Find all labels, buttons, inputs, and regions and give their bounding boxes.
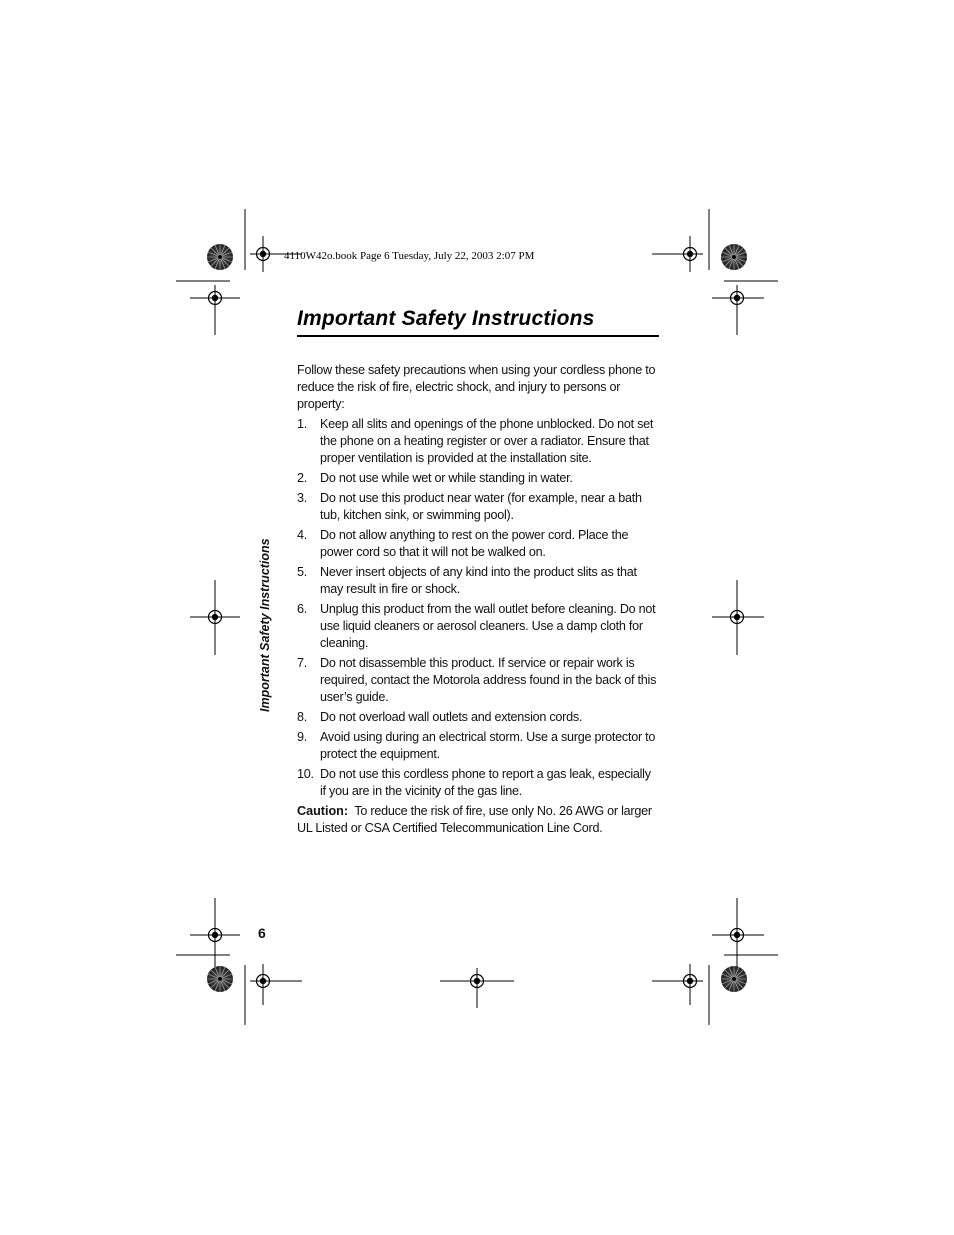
- list-item: 7. Do not disassemble this product. If service or repair work is required, contact the Motorola address found in the back of this user’s guide.: [297, 656, 657, 704]
- list-item: 5. Never insert objects of any kind into the product slits as that may result in fire or shock.: [297, 565, 637, 596]
- caution-note: [297, 803, 659, 837]
- print-slug: 4110W42o.book Page 6 Tuesday, July 22, 2003 2:07 PM: [284, 250, 535, 262]
- page-number: 6: [258, 925, 266, 941]
- list-item: 1. Keep all slits and openings of the phone unblocked. Do not set the phone on a heating register or over a radiator. Ensure that proper ventilation is provided at the installation site.: [297, 417, 654, 465]
- list-item: 2. Do not use while wet or while standing in water.: [297, 471, 573, 485]
- safety-instructions: [297, 362, 659, 840]
- list-item: 8. Do not overload wall outlets and extension cords.: [297, 710, 583, 724]
- list-item: 9. Avoid using during an electrical storm. Use a surge protector to protect the equipment.: [297, 730, 656, 761]
- list-item: 3. Do not use this product near water (for example, near a bath tub, kitchen sink, or swimming pool).: [297, 491, 642, 522]
- side-section-label: Important Safety Instructions: [258, 538, 272, 712]
- intro-paragraph: Follow these safety precautions when using your cordless phone to reduce the risk of fire, electric shock, and injury to persons or property:: [297, 363, 656, 411]
- list-item: 4. Do not allow anything to rest on the power cord. Place the power cord so that it will not be walked on.: [297, 528, 629, 559]
- caution-label: Caution:: [297, 804, 349, 818]
- caution-text: To reduce the risk of fire, use only No. 26 AWG or larger UL Listed or CSA Certified Telecommunication Line Cord.: [297, 804, 652, 835]
- list-item: 6. Unplug this product from the wall outlet before cleaning. Do not use liquid cleaners or aerosol cleaners. Use a damp cloth for cleaning.: [297, 602, 656, 650]
- page-title: Important Safety Instructions: [297, 307, 659, 337]
- instruction-list: [297, 416, 659, 800]
- list-item: 10. Do not use this cordless phone to report a gas leak, especially if you are in the vicinity of the gas line.: [297, 767, 651, 798]
